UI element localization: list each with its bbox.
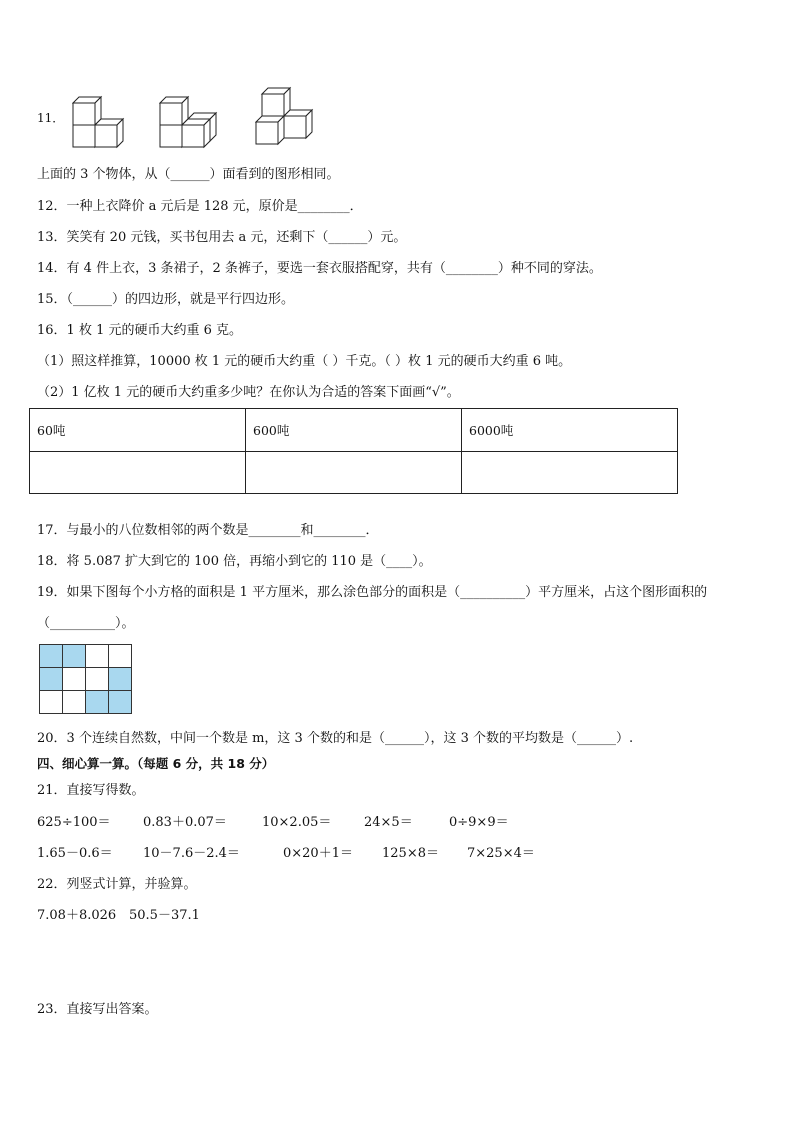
grid-cell [63,691,86,714]
grid-cell-shaded [63,645,86,668]
calc-item: 7.08＋8.026 [37,908,117,923]
calc-item: 50.5－37.1 [129,908,200,923]
q15-text: 15．（______）的四边形，就是平行四边形。 [37,292,295,307]
grid-cell [109,645,132,668]
grid-cell-shaded [40,668,63,691]
calc-item: 10－7.6－2.4＝ [143,846,240,861]
grid-cell-shaded [86,691,109,714]
cube-figure-2 [159,94,223,150]
option-cell: 6000吨 [462,409,678,452]
calc-item: 125×8＝ [382,846,439,861]
q19-line1: 19．如果下图每个小方格的面积是 1 平方厘米，那么涂色部分的面积是（__________）平方厘米，占这个图形面积的 [37,585,708,600]
calc-item: 10×2.05＝ [262,815,332,830]
q11-number: 11． [37,111,65,125]
calc-item: 0÷9×9＝ [449,815,509,830]
q19-line2: （__________）。 [37,616,135,631]
q21-row1 [37,815,509,831]
q18-text: 18．将 5.087 扩大到它的 100 倍，再缩小到它的 110 是（____）。 [37,554,432,569]
q11-text: 上面的 3 个物体，从（______）面看到的图形相同。 [37,167,340,182]
cube-figure-1 [72,94,134,150]
grid-cell-shaded [109,668,132,691]
calc-item: 1.65－0.6＝ [37,846,113,861]
q17-text: 17．与最小的八位数相邻的两个数是________和________． [37,523,379,538]
cube-figure-3 [255,86,319,150]
q23-text: 23．直接写出答案。 [37,1002,158,1017]
calc-item: 24×5＝ [364,815,413,830]
q13-text: 13．笑笑有 20 元钱，买书包用去 a 元，还剩下（______）元。 [37,230,407,245]
section-4-heading: 四、细心算一算。（每题 6 分，共 18 分） [37,756,275,771]
calc-item: 625÷100＝ [37,815,111,830]
grid-cell [86,668,109,691]
grid-cell [40,691,63,714]
q16-stem: 16．1 枚 1 元的硬币大约重 6 克。 [37,323,243,338]
calc-item: 0×20＋1＝ [283,846,353,861]
q16-answer-table [29,408,678,494]
shaded-grid [39,644,132,714]
q21-title: 21．直接写得数。 [37,783,145,798]
grid-cell [63,668,86,691]
calc-item: 7×25×4＝ [467,846,535,861]
q16-sub2: （2）1 亿枚 1 元的硬币大约重多少吨？在你认为合适的答案下面画“√”。 [37,385,460,400]
q20-text: 20．3 个连续自然数，中间一个数是 m，这 3 个数的和是（______），这 3 个数的平均数是（______）. [37,731,634,746]
grid-cell [86,645,109,668]
q16-sub1: （1）照这样推算，10000 枚 1 元的硬币大约重（ ）千克。（ ）枚 1 元的硬币大约重 6 吨。 [37,354,572,369]
answer-cell[interactable] [246,452,462,494]
grid-cell-shaded [40,645,63,668]
calc-item: 0.83＋0.07＝ [143,815,227,830]
answer-cell[interactable] [30,452,246,494]
grid-cell-shaded [109,691,132,714]
option-cell: 600吨 [246,409,462,452]
q22-items [37,908,200,924]
q21-row2 [37,846,535,862]
q22-title: 22．列竖式计算，并验算。 [37,877,197,892]
q14-text: 14．有 4 件上衣，3 条裙子，2 条裤子，要选一套衣服搭配穿，共有（________）种不同的穿法。 [37,261,602,276]
option-cell: 60吨 [30,409,246,452]
answer-cell[interactable] [462,452,678,494]
q12-text: 12．一种上衣降价 a 元后是 128 元，原价是________． [37,199,363,214]
